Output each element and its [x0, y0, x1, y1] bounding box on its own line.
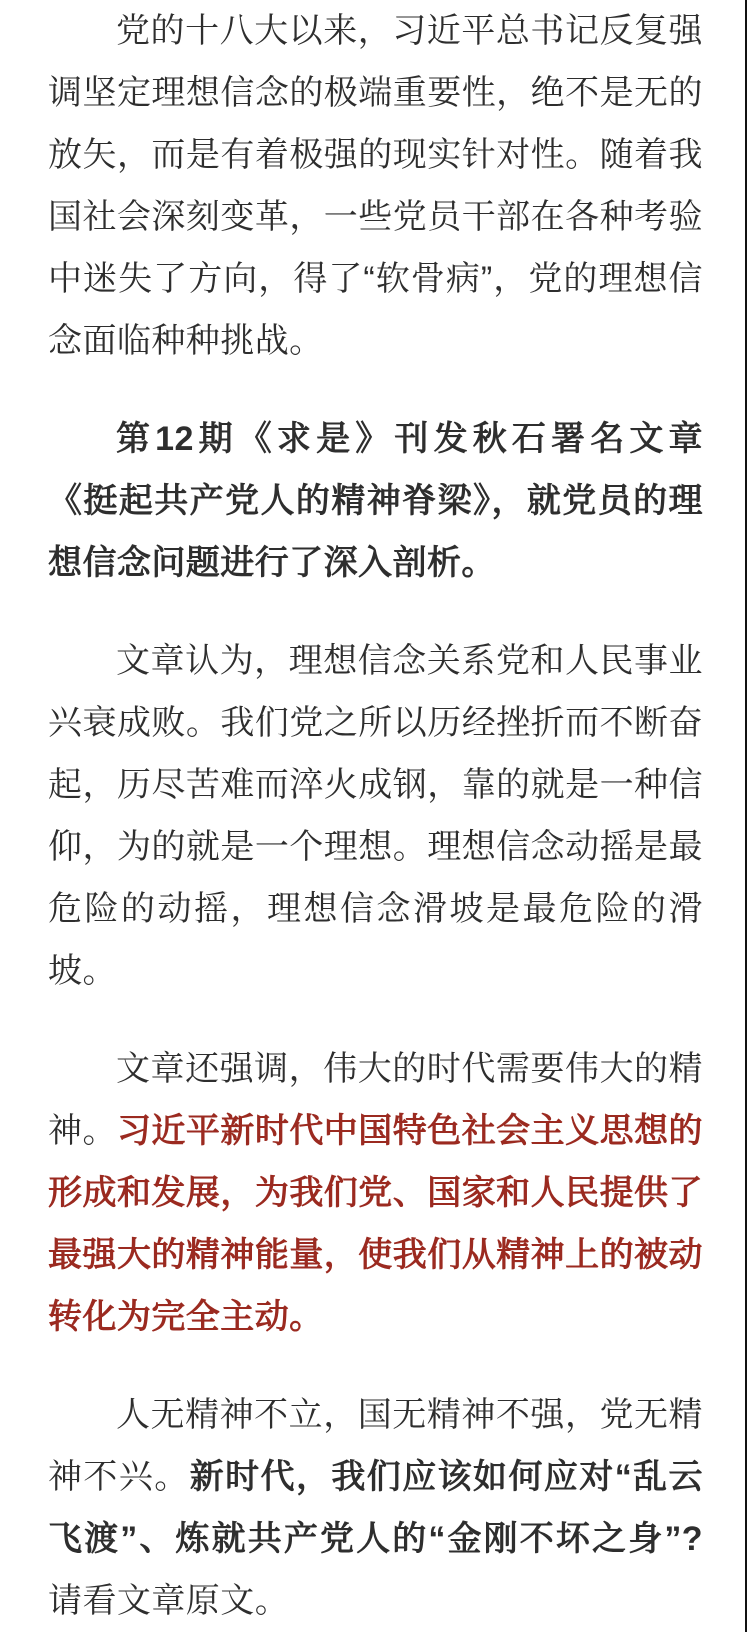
text-segment-normal: 文章还强调，伟大的时代需要伟大的精神。	[48, 1050, 703, 1150]
text-segment-normal: 文章认为，理想信念关系党和人民事业兴衰成败。我们党之所以历经挫折而不断奋起，历尽苦难而淬火成钢，靠的就是一种信仰，为的就是一个理想。理想信念动摇是最危险的动摇，理想信念滑坡是最危险的滑坡。	[48, 642, 703, 990]
text-segment-bold: 新时代，我们应该如何应对“乱云飞渡”、炼就共产党人的“金刚不坏之身”?	[48, 1458, 703, 1558]
para-article-emphasis	[48, 1038, 703, 1348]
text-segment-normal: 党的十八大以来，习近平总书记反复强调坚定理想信念的极端重要性，绝不是无的放矢，而是有着极强的现实针对性。随着我国社会深刻变革，一些党员干部在各种考验中迷失了方向，得了“软骨病”，党的理想信念面临种种挑战。	[48, 12, 703, 360]
text-segment-normal: 请看文章原文。	[48, 1582, 290, 1620]
para-qiushi-article	[48, 408, 703, 594]
para-article-view	[48, 630, 703, 1002]
para-intro	[48, 0, 703, 372]
text-segment-normal: 人无精神不立，国无精神不强，党无精神不兴。	[48, 1396, 703, 1496]
text-segment-bold: 第12期《求是》刊发秋石署名文章《挺起共产党人的精神脊梁》，就党员的理想信念问题进行了深入剖析。	[48, 420, 703, 582]
right-edge-rule	[745, 0, 747, 1632]
para-closing	[48, 1384, 703, 1632]
text-segment-bold-red: 习近平新时代中国特色社会主义思想的形成和发展，为我们党、国家和人民提供了最强大的精神能量，使我们从精神上的被动转化为完全主动。	[48, 1112, 703, 1336]
